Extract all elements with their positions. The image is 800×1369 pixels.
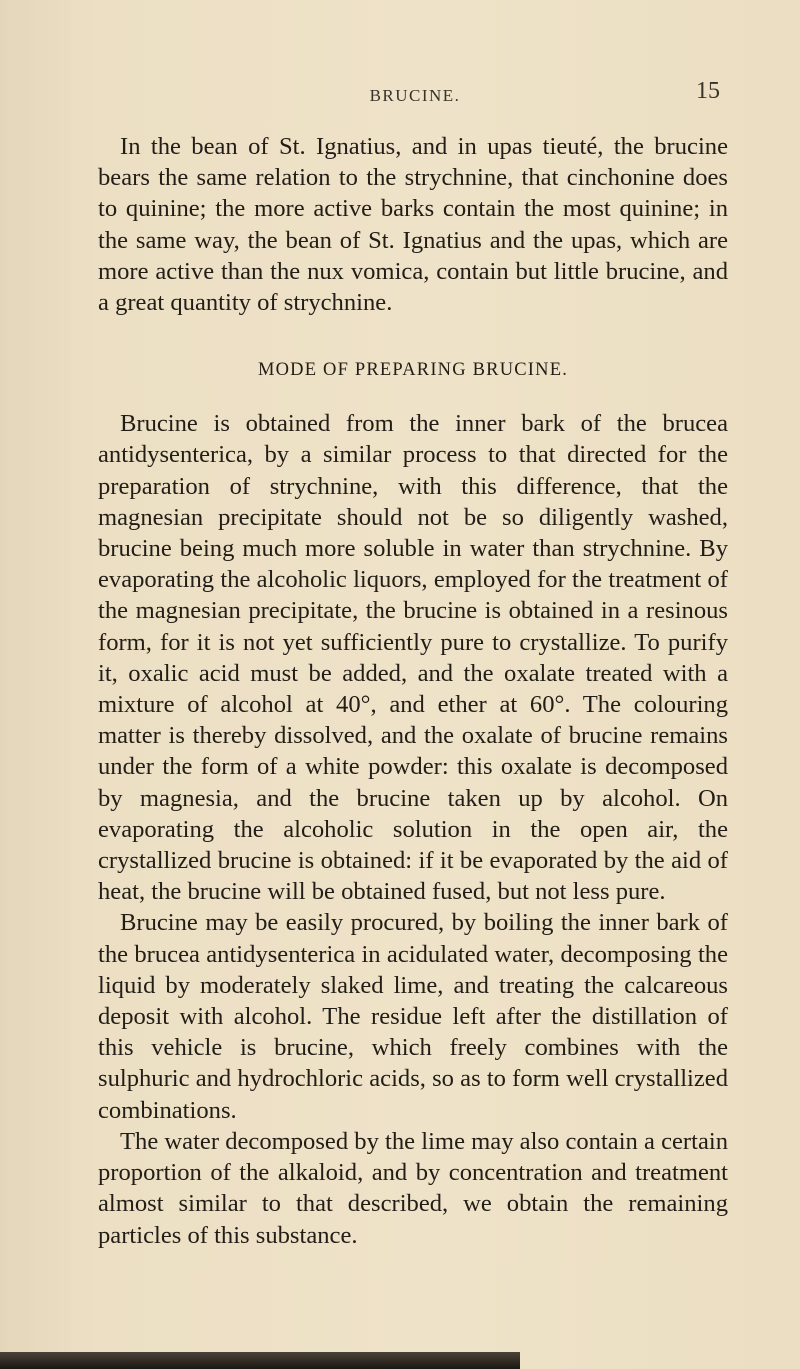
running-head-title: BRUCINE. — [369, 86, 461, 105]
intro-paragraph: In the bean of St. Ignatius, and in upas tieuté, the brucine bears the same relation to the strychnine, that cinchonine does to quinine; the more active barks contain the most quinine; in the same way, the bean of St. Ignatius and the upas, which are more active than the nux vomica, contain but little brucine, and a great quantity of strychnine. — [98, 133, 728, 317]
section-heading: MODE OF PREPARING BRUCINE. — [257, 360, 569, 381]
preparation-paragraph-1: Brucine is obtained from the inner bark of the brucea antidysenterica, by a similar process to that directed for the preparation of strychnine, with this difference, that the magnesian precipitate should not be so diligently washed, brucine being much more soluble in water than strychnine. By evaporating the alcoholic liquors, employed for the treatment of the magnesian precipitate, the brucine is obtained in a resinous form, for it is not yet sufficiently pure to crystallize. To purify it, oxalic acid must be added, and the oxalate treated with a mixture of alcohol at 40°, and ether at 60°. The colouring matter is thereby dissolved, and the oxalate of brucine remains under the form of a white powder: this oxalate is decomposed by magnesia, and the brucine taken up by alcohol. On evaporating the alcoholic solution in the open air, the crystallized brucine is obtained: if it be evaporated by the aid of heat, the brucine will be obtained fused, but not less pure. — [98, 410, 728, 906]
running-head — [110, 78, 720, 114]
body-text — [98, 131, 728, 1251]
page-edge-shadow — [0, 1352, 520, 1369]
page-number: 15 — [696, 78, 720, 104]
preparation-paragraph-2: Brucine may be easily procured, by boiling the inner bark of the brucea antidysenterica in acidulated water, decomposing the liquid by moderately slaked lime, and treating the calcareous deposit with alcohol. The residue left after the distillation of this vehicle is brucine, which freely combines with the sulphuric and hydrochloric acids, so as to form well crystallized combinations. — [98, 909, 728, 1124]
preparation-paragraph-3: The water decomposed by the lime may also contain a certain proportion of the alkaloid, and by concentration and treatment almost similar to that described, we obtain the remaining particles of this substance. — [98, 1127, 728, 1249]
